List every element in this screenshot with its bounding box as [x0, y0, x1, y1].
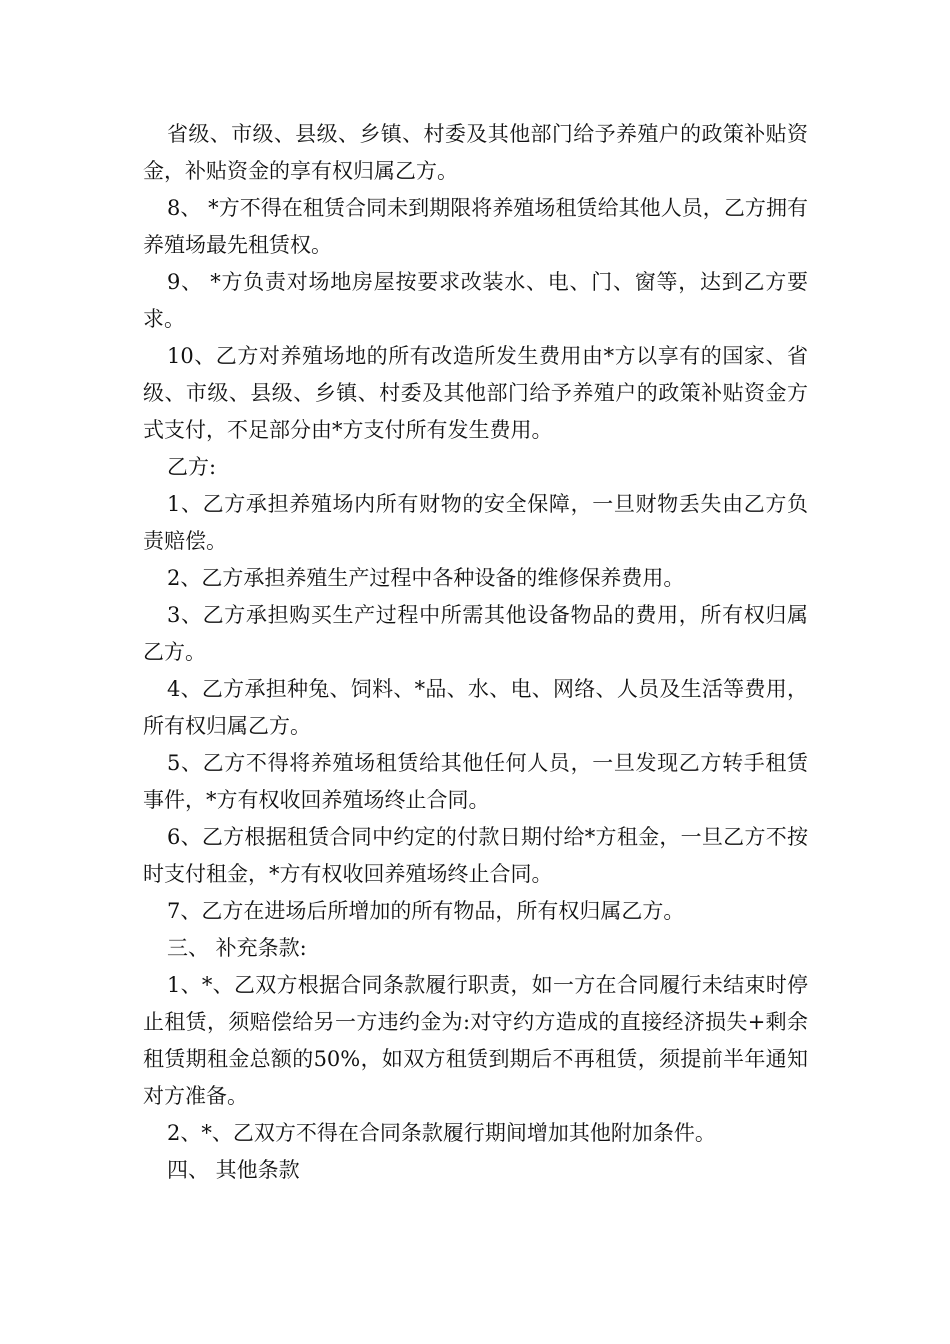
paragraph-item-10: 10、乙方对养殖场地的所有改造所发生费用由*方以享有的国家、省级、市级、县级、乡镇、村委及其他部门给予养殖户的政策补贴资金方式支付，不足部分由*方支付所有发生费用。 — [143, 344, 808, 442]
paragraph-party-b-item-7: 7、乙方在进场后所增加的所有物品，所有权归属乙方。 — [167, 899, 685, 923]
document-body — [143, 116, 808, 1189]
paragraph-party-b-item-2: 2、乙方承担养殖生产过程中各种设备的维修保养费用。 — [167, 566, 685, 590]
section-heading-party-b: 乙方: — [167, 455, 217, 479]
paragraph-item-8: 8、 *方不得在租赁合同未到期限将养殖场租赁给其他人员，乙方拥有养殖场最先租赁权。 — [143, 196, 808, 257]
paragraph-subsidy-continued: 省级、市级、县级、乡镇、村委及其他部门给予养殖户的政策补贴资金，补贴资金的享有权归属乙方。 — [143, 122, 808, 183]
paragraph-party-b-item-6: 6、乙方根据租赁合同中约定的付款日期付给*方租金，一旦乙方不按时支付租金，*方有权收回养殖场终止合同。 — [143, 825, 808, 886]
paragraph-party-b-item-1: 1、乙方承担养殖场内所有财物的安全保障，一旦财物丢失由乙方负责赔偿。 — [143, 492, 808, 553]
paragraph-item-9: 9、 *方负责对场地房屋按要求改装水、电、门、窗等，达到乙方要求。 — [143, 270, 808, 331]
paragraph-supplementary-item-1: 1、*、乙双方根据合同条款履行职责，如一方在合同履行未结束时停止租赁，须赔偿给另一方违约金为:对守约方造成的直接经济损失+剩余租赁期租金总额的50%，如双方租赁到期后不再租赁，须提前半年通知对方准备。 — [143, 973, 808, 1108]
section-heading-other-terms: 四、 其他条款 — [167, 1158, 300, 1182]
paragraph-party-b-item-5: 5、乙方不得将养殖场租赁给其他任何人员，一旦发现乙方转手租赁事件，*方有权收回养殖场终止合同。 — [143, 751, 808, 812]
paragraph-supplementary-item-2: 2、*、乙双方不得在合同条款履行期间增加其他附加条件。 — [167, 1121, 716, 1145]
paragraph-party-b-item-4: 4、乙方承担种兔、饲料、*品、水、电、网络、人员及生活等费用，所有权归属乙方。 — [143, 677, 808, 738]
paragraph-party-b-item-3: 3、乙方承担购买生产过程中所需其他设备物品的费用，所有权归属乙方。 — [143, 603, 808, 664]
section-heading-supplementary: 三、 补充条款: — [167, 936, 307, 960]
